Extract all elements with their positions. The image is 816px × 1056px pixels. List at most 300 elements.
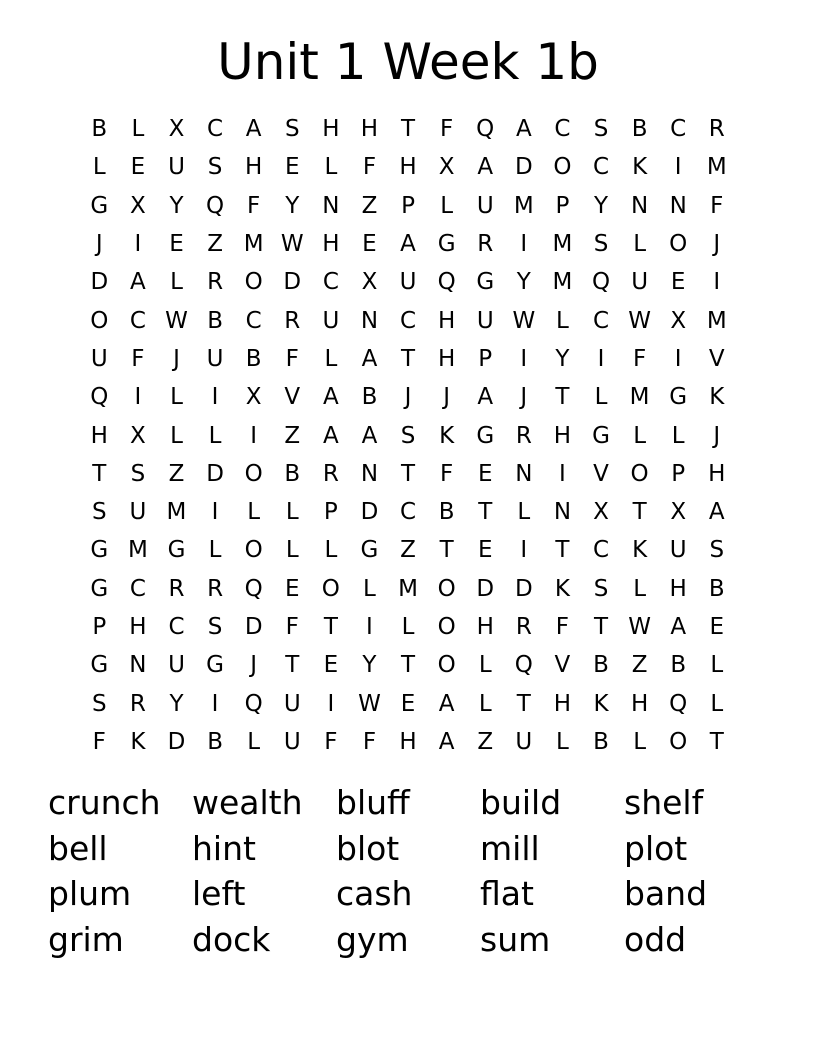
grid-letter: B <box>91 116 108 143</box>
grid-letter: F <box>362 154 377 181</box>
grid-letter: Y <box>516 269 531 296</box>
grid-letter: J <box>520 384 528 411</box>
grid-letter: R <box>322 460 339 487</box>
grid-letter: L <box>594 384 608 411</box>
grid-letter: L <box>478 652 492 679</box>
grid-letter: L <box>633 728 647 755</box>
grid-letter: O <box>244 537 263 564</box>
grid-letter: C <box>554 116 571 143</box>
grid-letter: E <box>670 269 686 296</box>
grid-letter: H <box>669 575 687 602</box>
grid-letter: L <box>208 422 222 449</box>
grid-letter: G <box>206 652 224 679</box>
grid-letter: B <box>207 728 223 755</box>
grid-letter: X <box>593 499 609 526</box>
grid-letter: R <box>477 231 494 258</box>
grid-letter: K <box>130 728 146 755</box>
grid-letter: I <box>211 499 219 526</box>
grid-letter: C <box>245 307 262 334</box>
grid-letter: H <box>553 690 572 717</box>
word-list-item: wealth <box>192 783 303 822</box>
grid-letter: L <box>671 422 685 449</box>
grid-letter: N <box>129 652 147 679</box>
grid-letter: H <box>708 460 726 487</box>
grid-letter: C <box>168 614 185 640</box>
grid-letter: H <box>630 690 649 717</box>
grid-letter: B <box>593 728 609 755</box>
grid-letter: Z <box>361 192 378 219</box>
grid-letter: H <box>322 116 340 143</box>
grid-letter: I <box>211 690 219 717</box>
grid-letter: L <box>247 499 261 526</box>
grid-letter: P <box>555 192 570 219</box>
grid-letter: L <box>324 345 338 372</box>
grid-letter: A <box>438 690 455 717</box>
grid-letter: G <box>592 422 610 449</box>
grid-letter: M <box>398 575 418 602</box>
grid-letter: T <box>401 116 416 143</box>
grid-letter: L <box>478 690 492 717</box>
grid-letter: K <box>632 154 648 181</box>
grid-letter: X <box>438 154 455 181</box>
grid-letter: M <box>243 231 264 258</box>
grid-letter: L <box>247 728 261 755</box>
grid-letter: F <box>285 345 299 372</box>
grid-letter: S <box>593 116 609 143</box>
grid-letter: K <box>709 384 725 411</box>
grid-letter: H <box>245 154 263 181</box>
grid-letter: D <box>244 614 263 640</box>
grid-letter: E <box>400 690 416 717</box>
grid-letter: G <box>90 192 109 219</box>
grid-letter: O <box>669 728 688 755</box>
page-title: Unit 1 Week 1b <box>217 33 599 91</box>
grid-letter: K <box>439 422 455 449</box>
grid-letter: N <box>360 307 379 334</box>
grid-letter: Q <box>206 192 225 219</box>
grid-letter: S <box>593 575 609 602</box>
grid-letter: I <box>597 345 605 372</box>
grid-letter: A <box>361 422 378 449</box>
word-list-item: bell <box>48 828 108 868</box>
grid-row <box>80 608 736 646</box>
grid-letter: T <box>632 499 647 526</box>
grid-letter: O <box>321 575 340 602</box>
grid-letter: L <box>92 154 106 181</box>
word-list-item: left <box>192 874 246 913</box>
grid-letter: C <box>322 269 339 296</box>
grid-letter: Z <box>400 537 416 564</box>
grid-letter: G <box>167 537 186 564</box>
grid-letter: S <box>91 690 107 717</box>
grid-row <box>80 110 736 148</box>
grid-letter: B <box>361 384 378 411</box>
word-list-item: hint <box>192 828 256 868</box>
grid-letter: Q <box>514 652 533 679</box>
grid-letter: I <box>674 345 682 372</box>
grid-letter: L <box>633 231 647 258</box>
word-list-item: sum <box>480 919 551 959</box>
grid-letter: S <box>400 422 416 449</box>
grid-letter: S <box>207 614 223 640</box>
grid-row <box>80 416 736 454</box>
grid-letter: E <box>284 154 300 181</box>
grid-letter: R <box>129 690 146 717</box>
grid-letter: E <box>709 614 725 640</box>
grid-letter: L <box>324 537 338 564</box>
grid-letter: L <box>170 422 183 449</box>
grid-letter: W <box>280 231 304 258</box>
grid-letter: N <box>360 460 379 487</box>
grid-letter: D <box>514 575 533 602</box>
grid-letter: I <box>713 269 721 296</box>
grid-letter: D <box>206 460 224 487</box>
grid-letter: R <box>284 307 301 334</box>
grid-letter: S <box>593 231 609 258</box>
grid-letter: C <box>400 499 417 526</box>
grid-letter: I <box>520 537 528 564</box>
grid-letter: F <box>362 728 377 755</box>
grid-letter: L <box>170 384 183 411</box>
grid-row <box>80 263 736 301</box>
grid-letter: B <box>670 652 687 679</box>
grid-row <box>80 301 736 339</box>
grid-letter: V <box>554 652 571 679</box>
grid-letter: D <box>360 499 379 526</box>
grid-letter: B <box>245 345 262 372</box>
grid-letter: M <box>552 231 573 258</box>
grid-letter: G <box>360 537 379 564</box>
grid-letter: X <box>130 422 146 449</box>
grid-letter: E <box>323 652 339 679</box>
grid-letter: M <box>629 384 650 411</box>
grid-row <box>80 378 736 416</box>
grid-letter: I <box>211 384 219 411</box>
grid-letter: M <box>166 499 187 526</box>
grid-letter: A <box>515 116 532 143</box>
grid-letter: R <box>207 269 224 296</box>
grid-letter: H <box>90 422 108 449</box>
grid-letter: H <box>437 307 456 334</box>
grid-letter: P <box>671 460 686 487</box>
grid-letter: E <box>477 537 493 564</box>
grid-letter: I <box>134 231 142 258</box>
grid-letter: J <box>173 345 180 372</box>
grid-letter: A <box>130 269 146 296</box>
grid-letter: B <box>207 307 223 334</box>
grid-row <box>80 570 736 608</box>
grid-letter: L <box>440 192 454 219</box>
grid-letter: F <box>710 192 724 219</box>
grid-letter: K <box>554 575 570 602</box>
grid-letter: C <box>400 307 417 334</box>
grid-letter: X <box>245 384 262 411</box>
grid-letter: O <box>244 460 263 487</box>
grid-letter: P <box>478 345 493 372</box>
grid-letter: U <box>90 345 108 372</box>
grid-letter: F <box>440 460 454 487</box>
grid-letter: L <box>710 690 724 717</box>
word-list-item: band <box>624 874 708 913</box>
grid-letter: Z <box>284 422 301 449</box>
grid-letter: F <box>440 116 454 143</box>
grid-letter: I <box>134 384 142 411</box>
grid-letter: U <box>322 307 340 334</box>
grid-row <box>80 493 736 531</box>
grid-letter: Q <box>437 269 456 296</box>
grid-letter: T <box>401 652 416 679</box>
word-list-item: grim <box>48 919 124 959</box>
grid-letter: Z <box>207 231 223 258</box>
grid-letter: O <box>437 652 456 679</box>
grid-letter: Z <box>631 652 648 679</box>
grid-letter: L <box>170 269 183 296</box>
grid-letter: C <box>129 575 146 602</box>
grid-letter: W <box>165 307 188 334</box>
grid-letter: G <box>669 384 688 411</box>
word-list-item: gym <box>336 919 409 959</box>
grid-letter: Y <box>593 192 609 219</box>
grid-letter: O <box>244 269 263 296</box>
grid-letter: I <box>366 614 373 640</box>
grid-letter: L <box>401 614 415 640</box>
grid-letter: H <box>476 614 494 640</box>
grid-letter: D <box>90 269 109 296</box>
grid-letter: N <box>515 460 533 487</box>
grid-letter: M <box>706 307 727 334</box>
grid-letter: T <box>323 614 338 640</box>
grid-letter: J <box>250 652 258 679</box>
grid-letter: I <box>559 460 566 487</box>
grid-letter: X <box>670 307 687 334</box>
grid-letter: H <box>553 422 572 449</box>
grid-letter: A <box>477 154 494 181</box>
grid-letter: S <box>709 537 725 564</box>
grid-letter: J <box>713 422 721 449</box>
grid-letter: G <box>90 652 109 679</box>
grid-letter: G <box>90 537 109 564</box>
grid-letter: K <box>593 690 609 717</box>
grid-letter: L <box>285 499 299 526</box>
grid-letter: E <box>169 231 184 258</box>
grid-letter: T <box>709 728 724 755</box>
grid-letter: Y <box>169 192 184 219</box>
grid-letter: R <box>515 422 532 449</box>
grid-letter: U <box>283 728 301 755</box>
grid-row <box>80 455 736 493</box>
grid-letter: G <box>437 231 456 258</box>
grid-letter: B <box>708 575 725 602</box>
grid-letter: T <box>401 345 416 372</box>
grid-letter: H <box>399 728 417 755</box>
word-list-item: flat <box>480 874 534 913</box>
grid-letter: L <box>363 575 376 602</box>
grid-letter: U <box>168 652 185 679</box>
grid-letter: R <box>708 116 725 143</box>
grid-letter: X <box>130 192 146 219</box>
grid-letter: U <box>669 537 687 564</box>
grid-letter: Z <box>168 460 185 487</box>
grid-letter: L <box>556 307 569 334</box>
grid-letter: O <box>437 575 456 602</box>
grid-letter: Q <box>591 269 611 296</box>
grid-letter: U <box>283 690 301 717</box>
grid-letter: L <box>710 652 724 679</box>
grid-letter: T <box>401 460 416 487</box>
grid-letter: L <box>131 116 145 143</box>
grid-letter: F <box>92 728 106 755</box>
grid-row <box>80 646 736 684</box>
grid-letter: G <box>476 269 495 296</box>
grid-letter: L <box>324 154 338 181</box>
word-list-item: blot <box>336 828 400 868</box>
grid-letter: U <box>476 192 494 219</box>
grid-letter: E <box>130 154 146 181</box>
grid-letter: A <box>400 231 416 258</box>
grid-letter: D <box>514 154 533 181</box>
grid-row <box>80 531 736 569</box>
grid-letter: T <box>555 384 570 411</box>
grid-letter: F <box>632 345 647 372</box>
grid-row <box>80 684 736 722</box>
letter-grid <box>80 110 736 761</box>
grid-letter: E <box>362 231 377 258</box>
grid-letter: C <box>207 116 224 143</box>
grid-letter: N <box>322 192 340 219</box>
grid-letter: N <box>669 192 687 219</box>
grid-letter: C <box>592 307 610 334</box>
word-list-item: plot <box>624 828 688 868</box>
grid-letter: U <box>168 154 185 181</box>
grid-letter: U <box>476 307 494 334</box>
grid-letter: S <box>207 154 223 181</box>
grid-letter: U <box>631 269 649 296</box>
word-list-item: cash <box>336 874 413 913</box>
grid-letter: J <box>443 384 451 411</box>
grid-letter: R <box>168 575 185 602</box>
grid-letter: M <box>706 154 727 181</box>
grid-letter: T <box>439 537 454 564</box>
grid-letter: U <box>399 269 417 296</box>
grid-letter: J <box>713 231 721 258</box>
grid-letter: X <box>361 269 378 296</box>
grid-letter: Q <box>669 690 688 717</box>
grid-letter: Z <box>477 728 494 755</box>
grid-letter: A <box>708 499 725 526</box>
grid-letter: L <box>633 422 647 449</box>
grid-letter: Y <box>169 690 184 717</box>
grid-letter: E <box>477 460 493 487</box>
word-list-item: build <box>480 783 562 822</box>
grid-letter: Q <box>90 384 109 411</box>
grid-letter: T <box>478 499 493 526</box>
grid-letter: T <box>555 537 570 564</box>
grid-letter: M <box>513 192 534 219</box>
grid-letter: D <box>283 269 302 296</box>
grid-letter: V <box>593 460 609 487</box>
grid-letter: W <box>628 307 651 334</box>
word-list-item: shelf <box>624 783 704 822</box>
grid-letter: H <box>129 614 147 640</box>
grid-letter: G <box>90 575 109 602</box>
grid-letter: I <box>674 154 682 181</box>
grid-letter: O <box>630 460 649 487</box>
grid-letter: M <box>127 537 148 564</box>
grid-letter: H <box>322 231 340 258</box>
grid-letter: T <box>516 690 531 717</box>
grid-letter: I <box>520 231 528 258</box>
word-list-item: bluff <box>336 783 410 822</box>
grid-letter: L <box>633 575 647 602</box>
grid-letter: Q <box>244 690 263 717</box>
grid-letter: Y <box>555 345 570 372</box>
grid-letter: F <box>555 614 570 640</box>
grid-letter: G <box>476 422 495 449</box>
grid-letter: H <box>360 116 379 143</box>
grid-letter: P <box>323 499 338 526</box>
grid-letter: A <box>477 384 494 411</box>
grid-letter: B <box>438 499 455 526</box>
grid-letter: V <box>708 345 725 372</box>
grid-letter: A <box>361 345 378 372</box>
grid-letter: Y <box>362 652 377 679</box>
grid-letter: N <box>631 192 649 219</box>
grid-letter: T <box>593 614 609 640</box>
grid-letter: O <box>437 614 456 640</box>
grid-letter: A <box>322 422 339 449</box>
grid-letter: C <box>592 537 610 564</box>
grid-letter: J <box>95 231 103 258</box>
word-list-item: dock <box>192 919 271 959</box>
grid-letter: B <box>284 460 301 487</box>
grid-letter: T <box>285 652 300 679</box>
grid-letter: A <box>322 384 339 411</box>
grid-row <box>80 723 736 761</box>
grid-letter: H <box>399 154 417 181</box>
grid-letter: R <box>207 575 224 602</box>
grid-letter: P <box>401 192 415 219</box>
grid-letter: D <box>476 575 495 602</box>
grid-letter: V <box>284 384 301 411</box>
grid-letter: W <box>628 614 651 640</box>
grid-letter: L <box>208 537 222 564</box>
grid-letter: F <box>131 345 145 372</box>
grid-letter: J <box>404 384 412 411</box>
grid-row <box>80 148 736 186</box>
grid-letter: B <box>631 116 648 143</box>
grid-letter: O <box>90 307 109 334</box>
grid-letter: K <box>632 537 648 564</box>
grid-letter: A <box>245 116 262 143</box>
grid-letter: U <box>206 345 224 372</box>
grid-letter: W <box>358 690 381 717</box>
grid-letter: C <box>670 116 687 143</box>
grid-letter: L <box>517 499 531 526</box>
grid-letter: A <box>438 728 455 755</box>
grid-letter: O <box>553 154 572 181</box>
grid-letter: Q <box>244 575 263 602</box>
grid-row <box>80 225 736 263</box>
grid-letter: C <box>129 307 146 334</box>
grid-letter: O <box>669 231 688 258</box>
grid-letter: W <box>512 307 536 334</box>
word-list-item: crunch <box>48 783 161 822</box>
grid-letter: S <box>130 460 146 487</box>
grid-row <box>80 340 736 378</box>
grid-letter: M <box>552 269 573 296</box>
grid-letter: X <box>168 116 185 143</box>
word-list-item: odd <box>624 919 687 959</box>
